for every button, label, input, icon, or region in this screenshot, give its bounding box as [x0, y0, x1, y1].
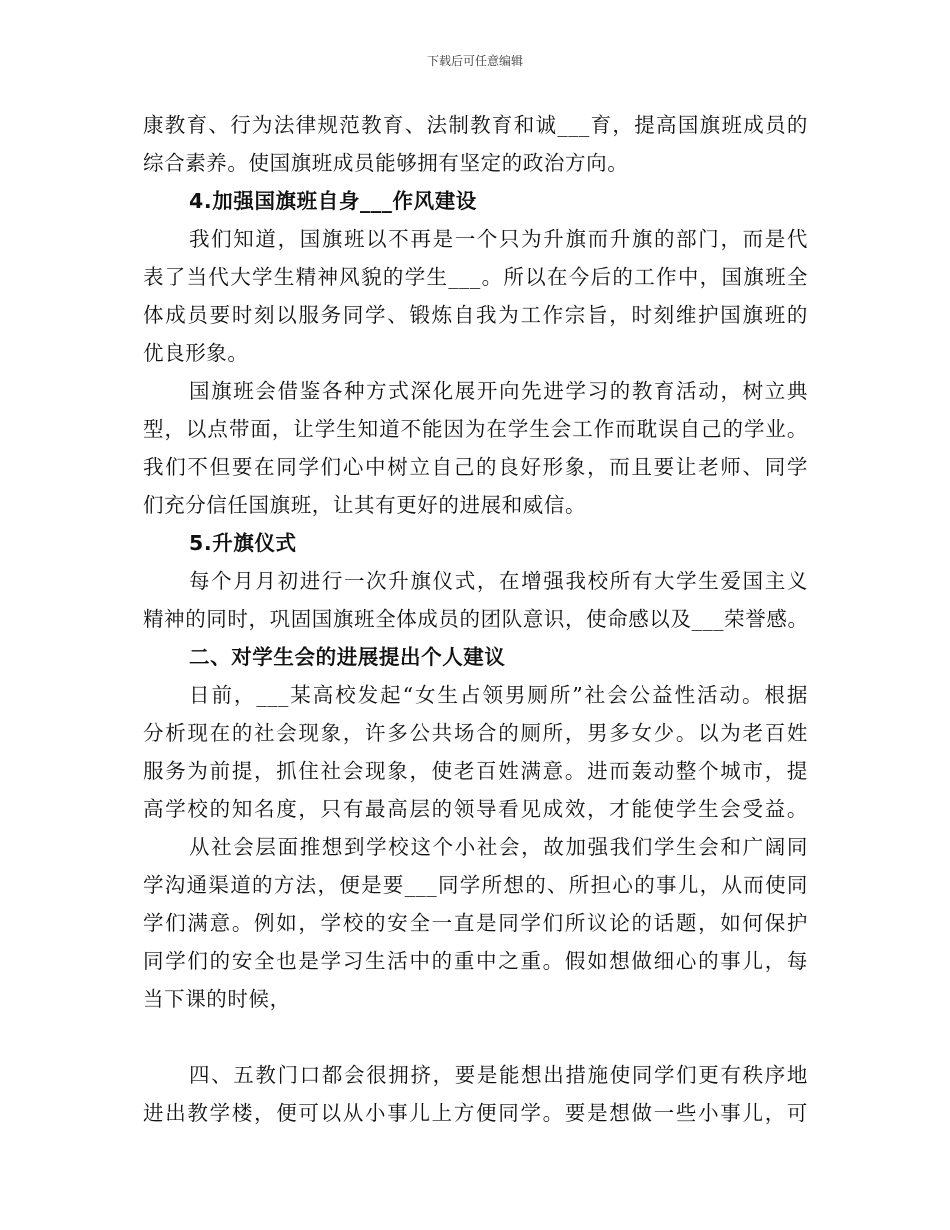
body-line: 学沟通渠道的方法，便是要___同学所想的、所担心的事儿，从而使同	[143, 873, 808, 897]
body-line: 进出教学楼，便可以从小事儿上方便同学。要是想做一些小事儿，可	[143, 1101, 808, 1125]
section-heading: 4.加强国旗班自身___作风建设	[189, 189, 477, 213]
body-line: 体成员要时刻以服务同学、锻炼自我为工作宗旨，时刻维护国旗班的	[143, 303, 808, 327]
body-line: 高学校的知名度，只有最高层的领导看见成效，才能使学生会受益。	[143, 797, 808, 821]
body-line: 综合素养。使国旗班成员能够拥有坚定的政治方向。	[143, 151, 629, 175]
body-line: 每个月月初进行一次升旗仪式，在增强我校所有大学生爱国主义	[189, 569, 808, 593]
document-body	[143, 106, 808, 1132]
page-header: 下载后可任意编辑	[426, 54, 523, 68]
body-line: 日前，___某高校发起“女生占领男厕所”社会公益性活动。根据	[189, 683, 808, 707]
body-line: 国旗班会借鉴各种方式深化展开向先进学习的教育活动，树立典	[189, 379, 808, 403]
body-line: 型，以点带面，让学生知道不能因为在学生会工作而耽误自己的学业。	[143, 417, 808, 441]
body-line: 分析现在的社会现象，许多公共场合的厕所，男多女少。以为老百姓	[143, 721, 808, 745]
body-line: 表了当代大学生精神风貌的学生___。所以在今后的工作中，国旗班全	[143, 265, 808, 289]
body-line: 当下课的时候，	[143, 987, 291, 1011]
body-line: 康教育、行为法律规范教育、法制教育和诚___育，提高国旗班成员的	[143, 113, 808, 137]
body-line: 精神的同时，巩固国旗班全体成员的团队意识，使命感以及___荣誉感。	[143, 607, 809, 631]
body-line: 服务为前提，抓住社会现象，使老百姓满意。进而轰动整个城市，提	[143, 759, 808, 783]
body-line: 们充分信任国旗班，让其有更好的进展和威信。	[143, 493, 587, 517]
section-heading: 二、对学生会的进展提出个人建议	[189, 645, 506, 669]
section-heading: 5.升旗仪式	[189, 531, 297, 555]
body-line: 从社会层面推想到学校这个小社会，故加强我们学生会和广阔同	[189, 835, 808, 859]
body-line: 学们满意。例如，学校的安全一直是同学们所议论的话题，如何保护	[143, 911, 808, 935]
body-line: 四、五教门口都会很拥挤，要是能想出措施使同学们更有秩序地	[189, 1063, 808, 1087]
body-line: 优良形象。	[143, 341, 249, 365]
body-line: 同学们的安全也是学习生活中的重中之重。假如想做细心的事儿，每	[143, 949, 808, 973]
body-line: 我们不但要在同学们心中树立自己的良好形象，而且要让老师、同学	[143, 455, 808, 479]
body-line: 我们知道，国旗班以不再是一个只为升旗而升旗的部门，而是代	[189, 227, 808, 251]
blank-line	[143, 1018, 808, 1056]
